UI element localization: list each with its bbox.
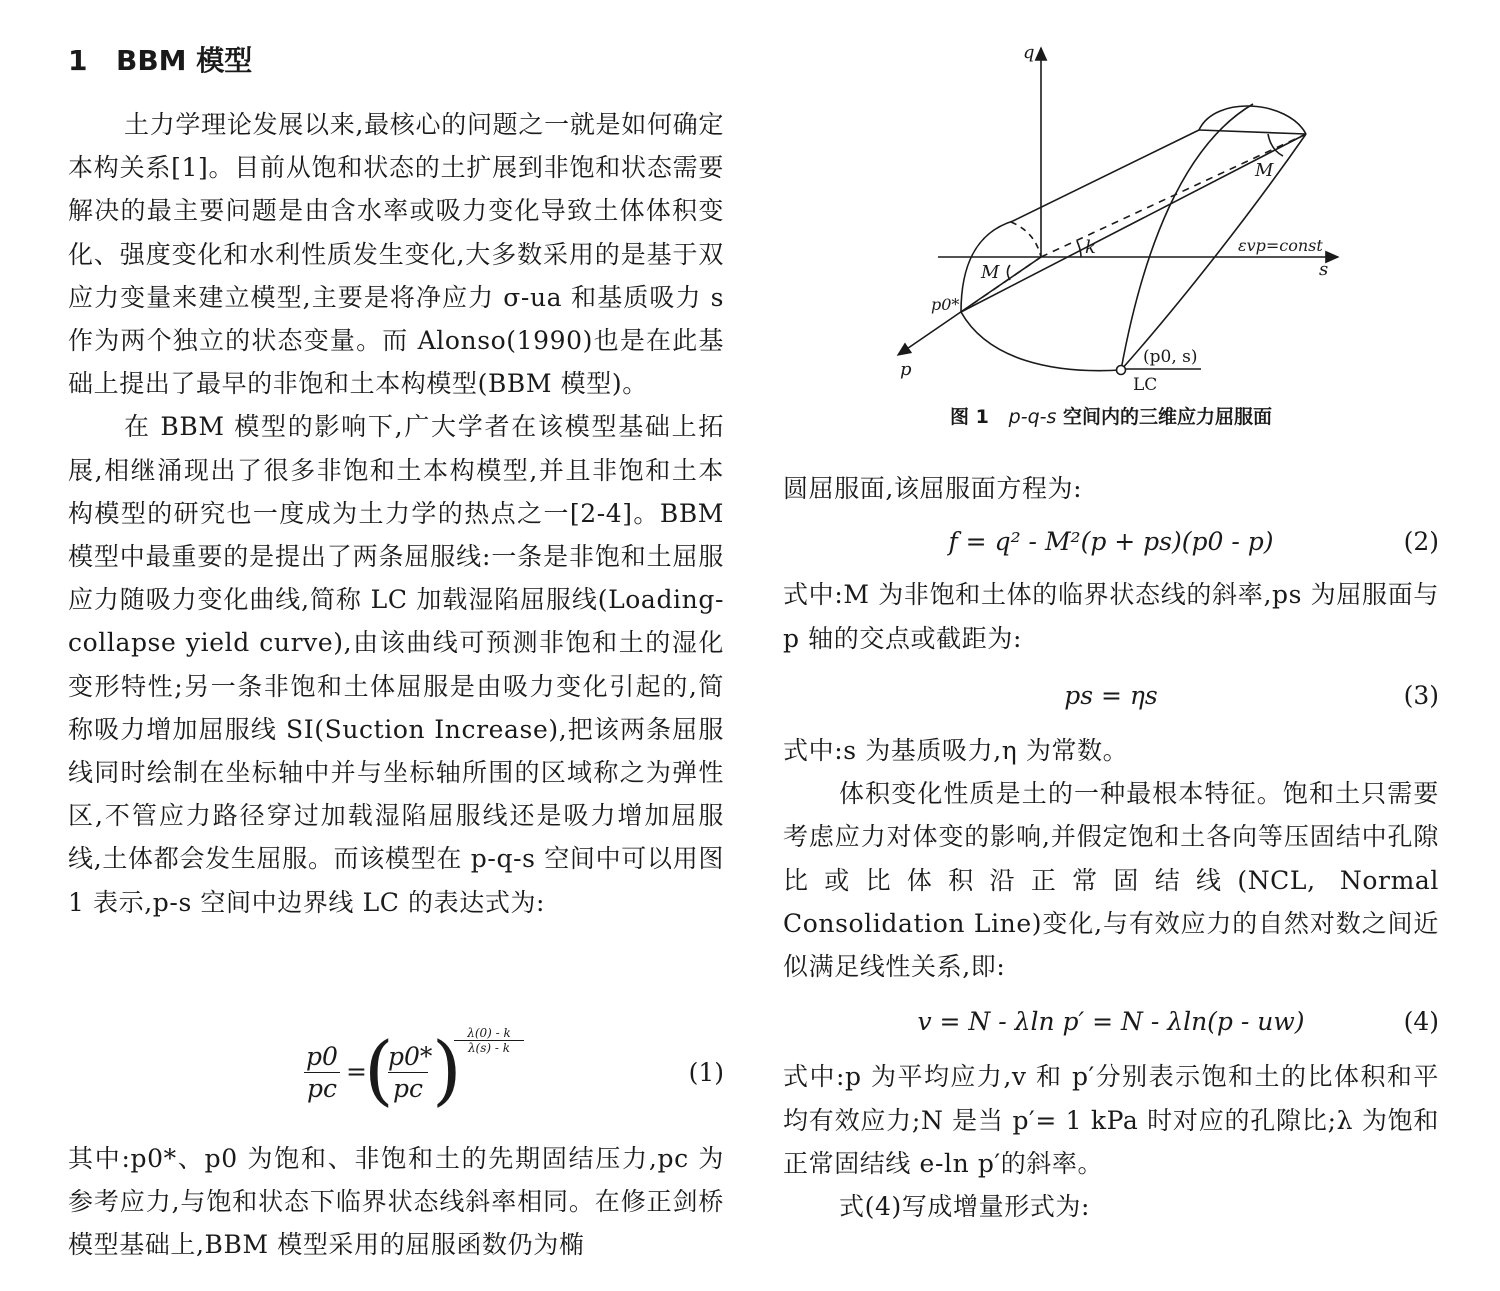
label-q: q [1023, 42, 1035, 63]
figure-caption-label: 图 1 [949, 406, 989, 428]
label-p0s: (p0, s) [1143, 347, 1198, 367]
angle-arc-m-left [1008, 265, 1011, 280]
eq1-exponent-denominator: λ(s) - k [467, 1041, 511, 1055]
equation-1: p0 pc = ( p0* pc ) λ(0) - k λ(s) - k (1) [68, 1024, 724, 1120]
label-p0star: p0* [931, 295, 960, 314]
figure-caption-text: 空间内的三维应力屈服面 [1063, 406, 1273, 428]
section-title: BBM 模型 [116, 44, 253, 77]
equation-3-expression: ps = ηs [1064, 680, 1158, 710]
equation-2 [783, 520, 1439, 563]
label-lc: LC [1133, 375, 1158, 395]
label-const: εvp=const [1238, 236, 1323, 255]
dashed-arc [1011, 222, 1041, 257]
angle-arc-k [1077, 241, 1081, 257]
label-p: p [900, 359, 912, 380]
label-k: k [1085, 237, 1096, 258]
equation-2-expression: f = q² - M²(p + ps)(p0 - p) [948, 527, 1274, 557]
lc-outer-curve [961, 312, 1121, 371]
label-m-top: M [1255, 160, 1274, 181]
lc-point [1117, 366, 1126, 375]
paragraph-eq2-explanation: 式中:M 为非饱和土体的临界状态线的斜率,ps 为屈服面与 p 轴的交点或截距为: [783, 580, 1439, 653]
equation-number-2: (2) [1403, 527, 1439, 557]
paragraph-volume-change: 体积变化性质是土的一种最根本特征。饱和土只需要考虑应力对体变的影响,并假定饱和土各向等压固结中孔隙比或比体积沿正常固结线(NCL, Normal Consolidation Line)变化,与有效应力的自然对数之间近似满足线性关系,即: [783, 779, 1439, 981]
equation-4 [783, 1000, 1439, 1043]
section-number: 1 [68, 44, 88, 77]
paragraph-eq1-explanation: 其中:p0*、p0 为饱和、非饱和土的先期固结压力,pc 为参考应力,与饱和状态下临界状态线斜率相同。在修正剑桥模型基础上,BBM 模型采用的屈服函数仍为椭 [68, 1144, 724, 1260]
paragraph-intro: 土力学理论发展以来,最核心的问题之一就是如何确定本构关系[1]。目前从饱和状态的土扩展到非饱和状态需要解决的最主要问题是由含水率或吸力变化导致土体体积变化、强度变化和水利性质发生变化,大多数采用的是基于双应力变量来建立模型,主要是将净应力 σ-ua 和基质吸力 s 作为两个独立的状态变量。而 Alonso(1990)也是在此基础上提出了最早的非饱和土本构模型(BBM 模型)。 [68, 110, 724, 399]
paragraph-eq4-explanation: 式中:p 为平均应力,v 和 p′分别表示饱和土的比体积和平均有效应力;N 是当 p′= 1 kPa 时对应的孔隙比;λ 为饱和正常固结线 e-ln p′的斜率。 [783, 1062, 1439, 1178]
label-s: s [1319, 259, 1329, 280]
eq1-equals: = [346, 1057, 367, 1086]
eq1-exponent-numerator: λ(0) - k [467, 1026, 511, 1040]
equation-number-1: (1) [688, 1058, 724, 1087]
lc-inner-curve [1121, 104, 1253, 370]
section-heading [68, 42, 252, 80]
paragraph-bbm: 在 BBM 模型的影响下,广大学者在该模型基础上拓展,相继涌现出了很多非饱和土本构模型,并且非饱和土本构模型的研究也一度成为土力学的热点之一[2-4]。BBM 模型中最重要的是提出了两条屈服线:一条是非饱和土屈服应力随吸力变化曲线,简称 LC 加载湿陷屈服线(Loading-collapse yield curve),由该曲线可预测非饱和土的湿化变形特性;另一条非饱和土体屈服是由吸力变化引起的,简称吸力增加屈服线 SI(Suction Increase),把该两条屈服线同时绘制在坐标轴中并与坐标轴所围的区域称之为弹性区,不管应力路径穿过加载湿陷屈服线还是吸力增加屈服线,土体都会发生屈服。而该模型在 p-q-s 空间中可以用图 1 表示,p-s 空间中边界线 LC 的表达式为: [68, 412, 724, 917]
eq1-rhs-denominator: pc [392, 1074, 423, 1103]
figure-caption [783, 402, 1439, 429]
paragraph-eq3-explanation: 式中:s 为基质吸力,η 为常数。 [783, 735, 1129, 765]
eq1-lhs-denominator: pc [306, 1074, 337, 1103]
eq1-lhs-numerator: p0 [306, 1042, 338, 1071]
eq1-rhs-numerator: p0* [388, 1042, 433, 1071]
equation-number-3: (3) [1403, 680, 1439, 710]
equation-4-expression: v = N - λln p′ = N - λln(p - uw) [917, 1007, 1305, 1037]
paragraph-incremental-form: 式(4)写成增量形式为: [839, 1192, 1091, 1221]
equation-number-4: (4) [1403, 1007, 1439, 1037]
equation-3 [783, 674, 1439, 717]
top-chord [1199, 130, 1306, 134]
label-m-left: M [981, 262, 1000, 283]
figure-1 [783, 0, 1439, 440]
paragraph-yield-surface: 圆屈服面,该屈服面方程为: [783, 474, 1083, 503]
figure-caption-variables: p-q-s [1008, 406, 1057, 428]
figure-1-diagram [783, 0, 1439, 400]
